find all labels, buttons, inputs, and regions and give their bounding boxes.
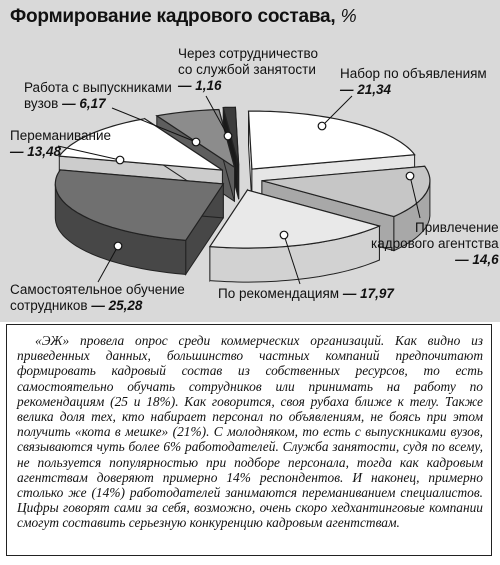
label-employment-name-1: Через сотрудничество (178, 46, 318, 61)
label-recommend-value: — 17,97 (342, 286, 394, 301)
label-agency-name-1: Привлечение (415, 220, 499, 235)
chart-unit: % (340, 6, 357, 26)
label-employment-service (178, 46, 318, 94)
leader-dot-4 (116, 156, 124, 164)
label-nabor-value: — 21,34 (340, 82, 392, 97)
label-poaching (10, 128, 111, 160)
label-nabor (340, 66, 487, 98)
leader-dot-6 (224, 132, 232, 140)
label-nabor-name: Набор по объявлениям (340, 66, 487, 81)
leader-dot-5 (192, 138, 200, 146)
label-poaching-value: — 13,48 (10, 144, 62, 159)
article-text: «ЭЖ» провела опрос среди коммерческих организаций. Как видно из приведенных данных, большинство частных компаний предпочитают формировать кадровый состав из собственных ресурсов, то есть самостоятельно обучать сотрудников или принимать на работу по рекомендациям (25 и 18%). Как говорится, своя рубаха ближе к телу. Также велика доля тех, кто набирает персонал по объявлениям, не боясь при этом получить «кота в мешке» (21%). С молодняком, то есть с выпускниками вузов, связываются чуть более 6% работодателей. Служба занятости, судя по всему, не пользуется популярностью при подборе персонала, тогда как кадровым агентствам доверяют примерно 14% респондентов. И наконец, примерно столько же (14%) работодателей занимаются переманиванием специалистов. Цифры говорят сами за себя, возможно, очень скоро хедхантинговые компании смогут составить серьезную конкуренцию кадровым агентствам. (17, 333, 483, 531)
label-employment-name-2: со службой занятости (178, 62, 316, 77)
leader-dot-3 (114, 242, 122, 250)
leader-dot-1 (406, 172, 414, 180)
pie-slice-3 (55, 170, 223, 275)
label-agency (371, 220, 499, 268)
chart-title (10, 6, 356, 28)
label-self-training-name-2: сотрудников (10, 298, 88, 313)
label-self-training-value: — 25,28 (91, 298, 143, 313)
label-recommend-name: По рекомендациям (218, 286, 340, 301)
label-recommend (218, 286, 394, 302)
label-self-training (10, 282, 185, 314)
label-agency-name-2: кадрового агентства (371, 236, 499, 251)
label-graduates-name-2: вузов (24, 96, 59, 111)
label-self-training-name-1: Самостоятельное обучение (10, 282, 185, 297)
label-graduates-name-1: Работа с выпускниками (24, 80, 172, 95)
label-graduates-value: — 6,17 (62, 96, 106, 111)
label-employment-value: — 1,16 (178, 78, 222, 93)
chart-title-text: Формирование кадрового состава, (10, 6, 336, 27)
article-box (6, 324, 492, 556)
leader-dot-2 (280, 231, 288, 239)
leader-dot-0 (318, 122, 326, 130)
label-graduates (24, 80, 172, 112)
label-agency-value: — 14,6 (455, 252, 499, 267)
label-poaching-name: Переманивание (10, 128, 112, 143)
